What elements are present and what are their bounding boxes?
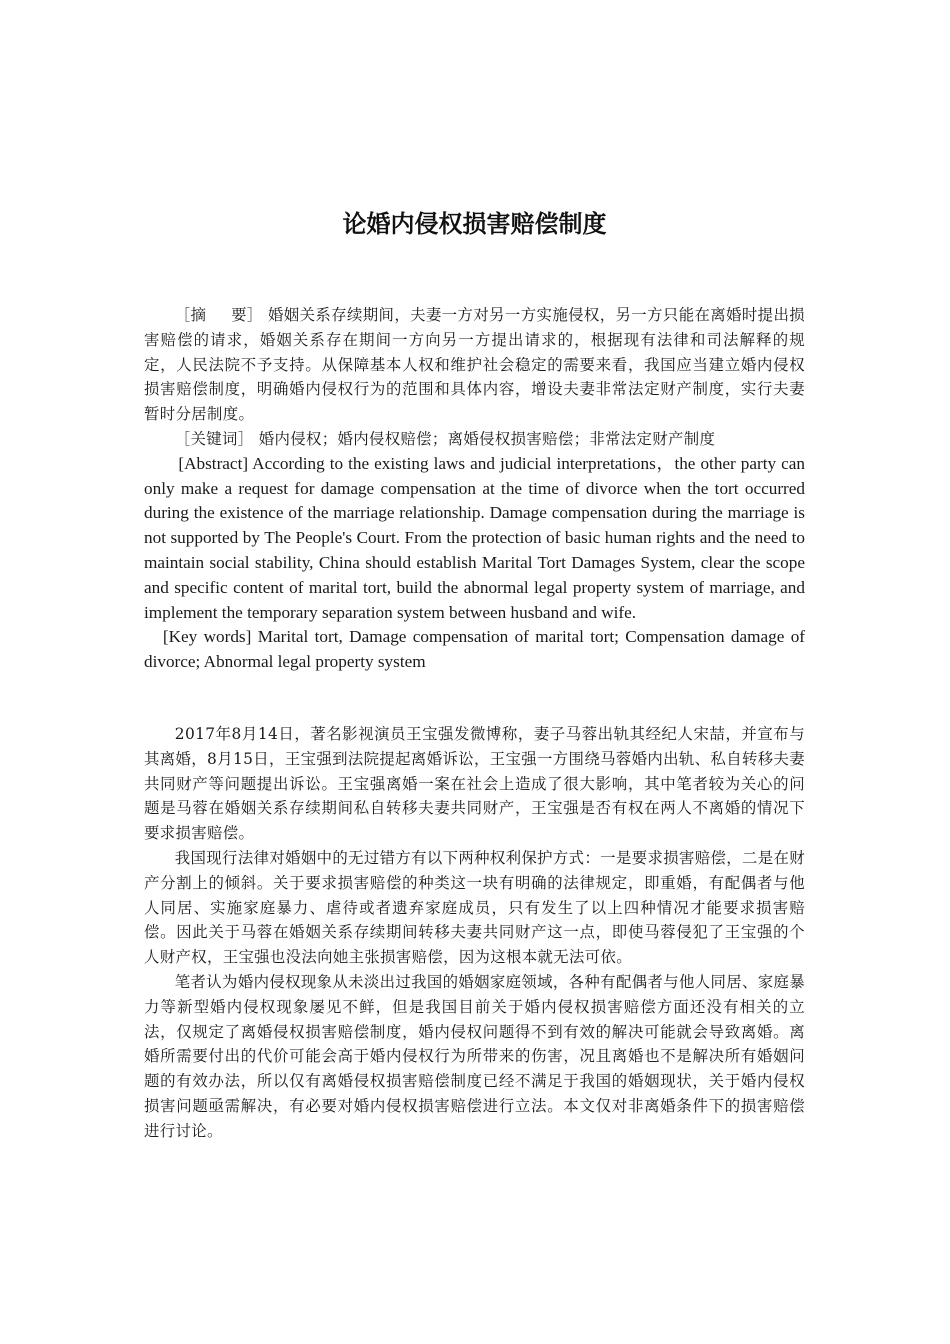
abstract-cn-text: 婚姻关系存续期间，夫妻一方对另一方实施侵权，另一方只能在离婚时提出损害赔偿的请求，婚姻关系存在期间一方向另一方提出请求的，根据现有法律和司法解释的规定，人民法院不予支持。从保障基本人权和维护社会稳定的需要来看，我国应当建立婚内侵权损害赔偿制度，明确婚内侵权行为的范围和具体内容，增设夫妻非常法定财产制度，实行夫妻暂时分居制度。 [144, 306, 806, 424]
abstract-en-text: According to the existing laws and judicial interpretations，the other party can only make a request for damage compensation at the time of divorce when the tort occurred during the existence of the marriage relationship. Damage compensation during the marriage is not supported by The People's Court. From the protection of basic human rights and the need to maintain social stability, China should establish Marital Tort Damages System, clear the scope and specific content of marital tort, build the abnormal legal property system of marriage, and implement the temporary separation system between husband and wife. [144, 453, 805, 622]
keywords-cn [144, 427, 805, 452]
body-paragraph-2: 我国现行法律对婚姻中的无过错方有以下两种权利保护方式：一是要求损害赔偿，二是在财产分割上的倾斜。关于要求损害赔偿的种类这一块有明确的法律规定，即重婚，有配偶者与他人同居、实施家庭暴力、虐待或者遗弃家庭成员，只有发生了以上四种情况才能要求损害赔偿。因此关于马蓉在婚姻关系存续期间转移夫妻共同财产这一点，即使马蓉侵犯了王宝强的个人财产权，王宝强也没法向她主张损害赔偿，因为这根本就无法可依。 [144, 848, 805, 967]
abstract-section [144, 303, 805, 675]
keywords-en-text: Marital tort, Damage compensation of marital tort; Compensation damage of divorce; Abnormal legal property system [144, 627, 806, 672]
abstract-cn [144, 303, 805, 427]
abstract-cn-label: ［摘 要］ [174, 306, 263, 324]
keywords-cn-text: 婚内侵权；婚内侵权赔偿；离婚侵权损害赔偿；非常法定财产制度 [258, 429, 716, 448]
abstract-en-label: [Abstract] [178, 453, 249, 473]
keywords-cn-label: ［关键词］ [174, 429, 254, 448]
paper-title: 论婚内侵权损害赔偿制度 [342, 210, 607, 238]
keywords-en-label: [Key words] [162, 627, 252, 647]
body-paragraph-1: 2017年8月14日，著名影视演员王宝强发微博称，妻子马蓉出轨其经纪人宋喆，并宣布与其离婚，8月15日，王宝强到法院提起离婚诉讼，王宝强一方围绕马蓉婚内出轨、私自转移夫妻共同财产等问题提出诉讼。王宝强离婚一案在社会上造成了很大影响，其中笔者较为关心的问题是马蓉在婚姻关系存续期间私自转移夫妻共同财产，王宝强是否有权在两人不离婚的情况下要求损害赔偿。 [144, 725, 805, 843]
body-section [144, 722, 805, 1144]
keywords-en [144, 625, 805, 675]
abstract-en [144, 452, 805, 626]
body-paragraph-3: 笔者认为婚内侵权现象从未淡出过我国的婚姻家庭领域，各种有配偶者与他人同居、家庭暴力等新型婚内侵权现象屡见不鲜，但是我国目前关于婚内侵权损害赔偿方面还没有相关的立法，仅规定了离婚侵权损害赔偿制度，婚内侵权问题得不到有效的解决可能就会导致离婚。离婚所需要付出的代价可能会高于婚内侵权行为所带来的伤害，况且离婚也不是解决所有婚姻问题的有效办法，所以仅有离婚侵权损害赔偿制度已经不满足于我国的婚姻现状，关于婚内侵权损害问题亟需解决，有必要对婚内侵权损害赔偿进行立法。本文仅对非离婚条件下的损害赔偿进行讨论。 [144, 972, 805, 1140]
